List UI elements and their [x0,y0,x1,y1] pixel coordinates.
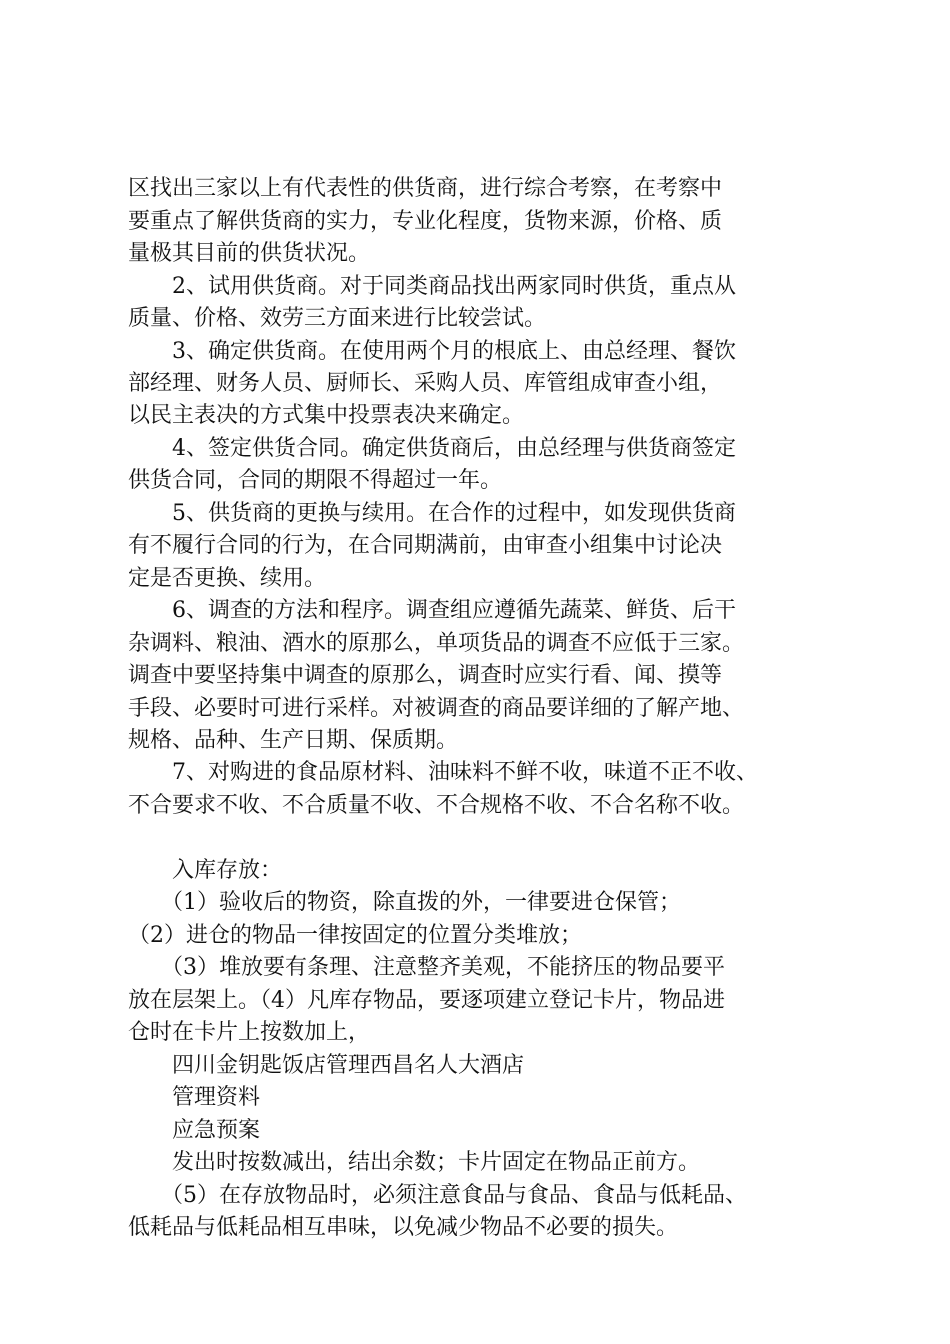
text-line: 6、调查的方法和程序。调查组应遵循先蔬菜、鲜货、后干 [128,598,736,623]
text-line: 7、对购进的食品原材料、油味料不鲜不收，味道不正不收、 [128,760,758,785]
text-line: （1）验收后的物资，除直拨的外，一律要进仓保管； [128,890,681,915]
text-line: 5、供货商的更换与续用。在合作的过程中，如发现供货商 [128,501,736,526]
text-line: 2、试用供货商。对于同类商品找出两家同时供货，重点从 [128,274,736,299]
text-line: 杂调料、粮油、酒水的原那么，单项货品的调查不应低于三家。 [128,631,745,656]
text-line: 应急预案 [128,1118,261,1143]
text-line: 4、签定供货合同。确定供货商后，由总经理与供货商签定 [128,436,736,461]
text-line: 区找出三家以上有代表性的供货商，进行综合考察，在考察中 [128,176,723,201]
text-line: 低耗品与低耗品相互串味，以免减少物品不必要的损失。 [128,1215,679,1240]
text-line: 调查中要坚持集中调查的原那么，调查时应实行看、闻、摸等 [128,663,723,688]
text-line: 质量、价格、效劳三方面来进行比较尝试。 [128,306,547,331]
text-line: 有不履行合同的行为，在合同期满前，由审查小组集中讨论决 [128,533,723,558]
text-line: 供货合同，合同的期限不得超过一年。 [128,468,503,493]
text-line: （3）堆放要有条理、注意整齐美观，不能挤压的物品要平 [128,955,725,980]
text-line: （2）进仓的物品一律按固定的位置分类堆放； [128,923,582,948]
text-line: 不合要求不收、不合质量不收、不合规格不收、不合名称不收。 [128,793,745,818]
text-line: 管理资料 [128,1085,261,1110]
text-line: 以民主表决的方式集中投票表决来确定。 [128,403,525,428]
text-line: 3、确定供货商。在使用两个月的根底上、由总经理、餐饮 [128,339,736,364]
text-line: 量极其目前的供货状况。 [128,241,371,266]
text-line: 放在层架上。（4）凡库存物品，要逐项建立登记卡片，物品进 [128,988,725,1013]
text-line: 仓时在卡片上按数加上， [128,1020,371,1045]
text-line: 要重点了解供货商的实力，专业化程度，货物来源，价格、质 [128,209,723,234]
text-line: 发出时按数减出，结出余数；卡片固定在物品正前方。 [128,1150,701,1175]
text-line: 定是否更换、续用。 [128,566,327,591]
text-line: （5）在存放物品时，必须注意食品与食品、食品与低耗品、 [128,1183,747,1208]
text-line: 部经理、财务人员、厨师长、采购人员、库管组成审查小组， [128,371,723,396]
section-heading: 入库存放： [128,858,283,883]
text-line: 规格、品种、生产日期、保质期。 [128,728,459,753]
text-line: 手段、必要时可进行采样。对被调查的商品要详细的了解产地、 [128,696,745,721]
text-line: 四川金钥匙饭店管理西昌名人大酒店 [128,1053,525,1078]
